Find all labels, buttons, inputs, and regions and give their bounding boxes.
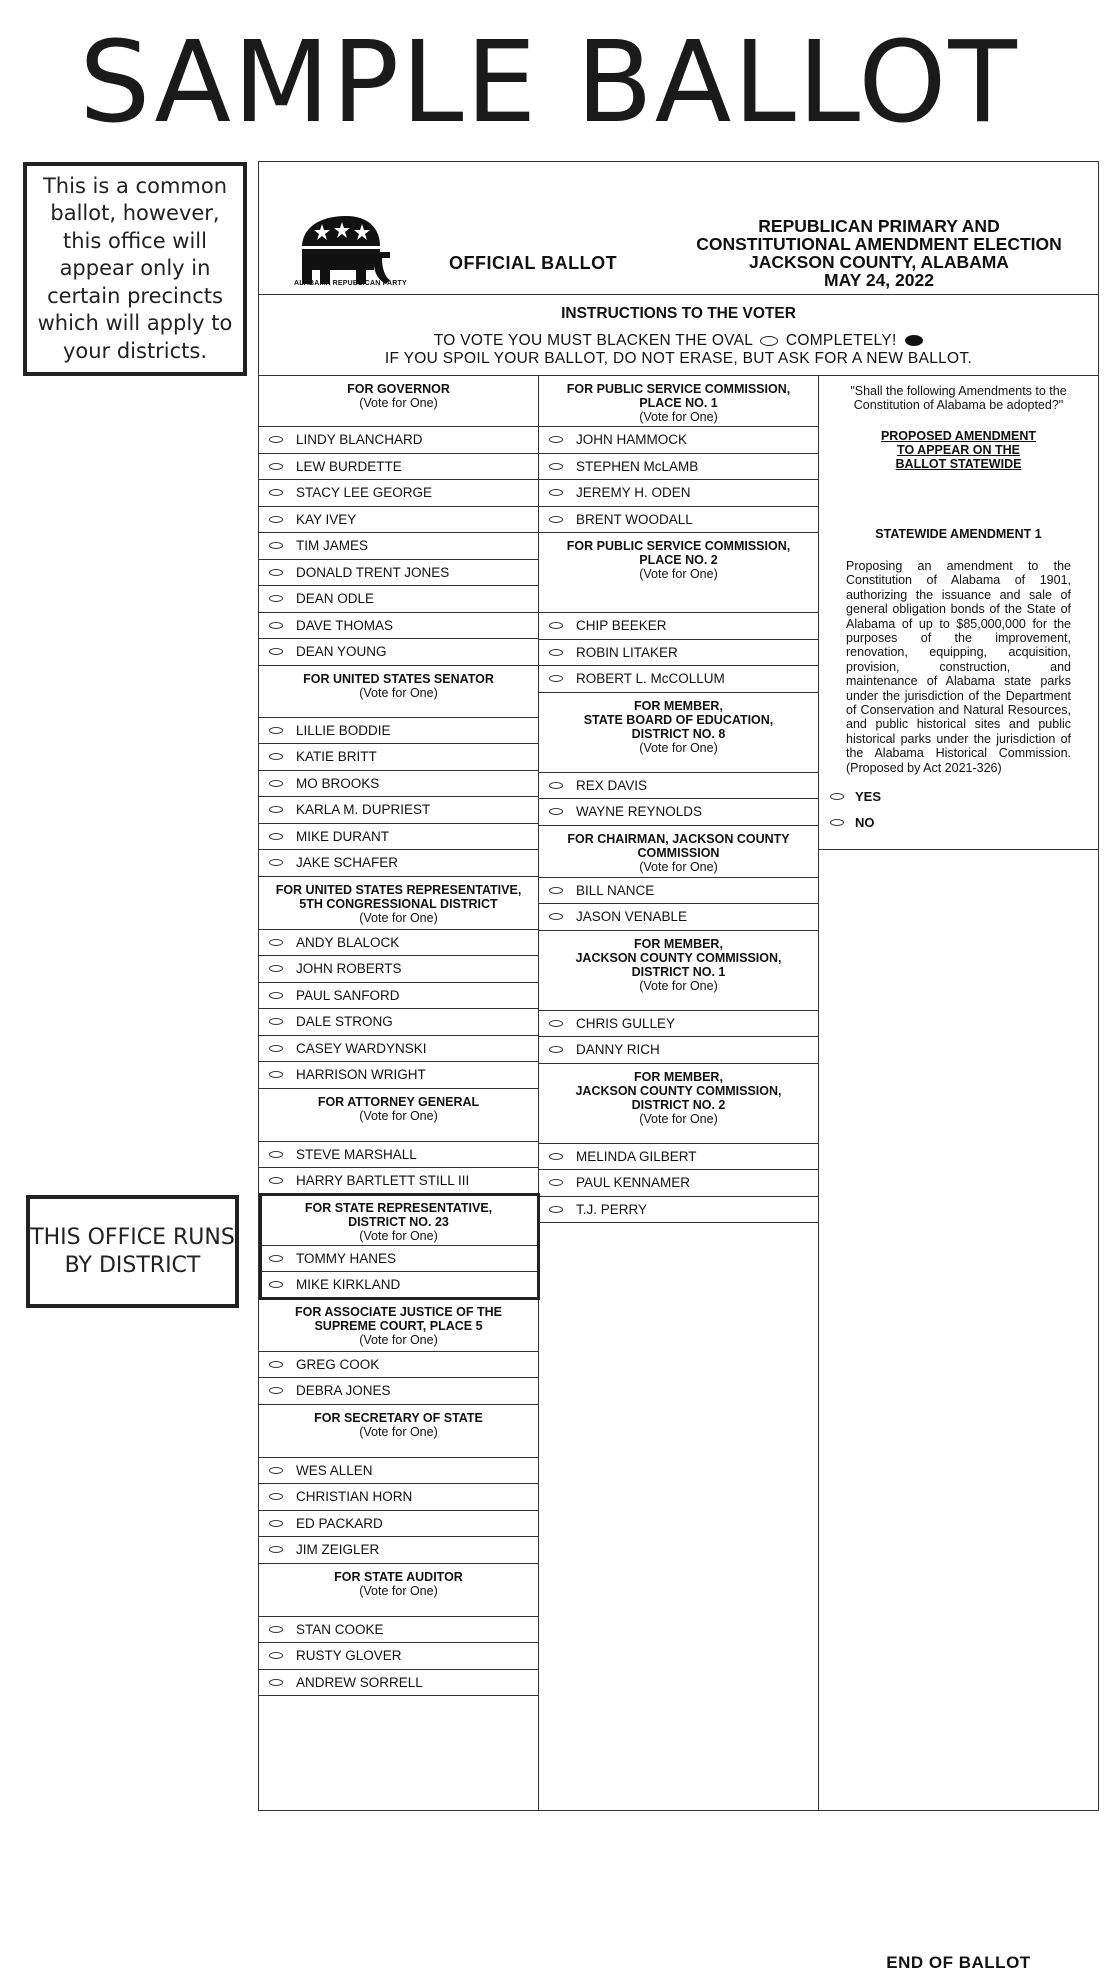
amendment-text: Proposing an amendment to the Constitution of Alabama of 1901, authorizing the issuance and sale of general obligation bonds of the State of Alabama of up to $85,000,000 for the purposes of the improvement, renovation, equipping, acquisition, provision, construction, and maintenance of Alabama state parks under the jurisdiction of the Department of Conservation and Natural Resources, and public historical sites and public historical parks under the jurisdiction of the Alabama Historical Commission. (Proposed by Act 2021-326) — [846, 559, 1071, 775]
vote-oval-icon[interactable] — [549, 622, 563, 629]
contest-title: FOR STATE REPRESENTATIVE, DISTRICT NO. 23 — [304, 1200, 493, 1229]
candidate-row[interactable] — [259, 824, 538, 851]
vote-for-one-label: (Vote for One) — [359, 1108, 438, 1123]
candidate-row[interactable] — [259, 1062, 538, 1089]
instructions-title: INSTRUCTIONS TO THE VOTER — [561, 305, 796, 322]
candidate-name: TOMMY HANES — [296, 1250, 397, 1266]
vote-oval-icon[interactable] — [549, 463, 563, 470]
amendment-option-yes[interactable] — [819, 783, 1098, 809]
voter-instructions — [259, 295, 1098, 376]
election-line: REPUBLICAN PRIMARY AND — [758, 216, 1000, 236]
ballot — [258, 161, 1099, 1972]
candidate-name: JOHN ROBERTS — [296, 961, 402, 977]
candidate-name: GREG COOK — [296, 1356, 380, 1372]
candidate-name: PAUL KENNAMER — [576, 1175, 691, 1191]
candidate-row[interactable] — [539, 507, 818, 534]
candidate-name: DEAN YOUNG — [296, 644, 387, 660]
contest-header — [259, 666, 538, 718]
contest-header — [539, 533, 818, 613]
candidate-name: HARRY BARTLETT STILL III — [296, 1173, 470, 1189]
proposed-amendment-text: PROPOSED AMENDMENT TO APPEAR ON THE BALLOT STATEWIDE — [880, 429, 1037, 471]
instructions-text: TO VOTE YOU MUST BLACKEN THE OVAL — [433, 332, 753, 349]
vote-for-one-label: (Vote for One) — [639, 859, 718, 874]
contest-title: FOR STATE AUDITOR — [334, 1569, 463, 1584]
candidate-row[interactable] — [259, 1458, 538, 1485]
vote-oval-icon[interactable] — [269, 833, 283, 840]
candidate-name: CHIP BEEKER — [576, 618, 667, 634]
candidate-name: STEPHEN McLAMB — [576, 458, 699, 474]
contest-header — [539, 826, 818, 878]
vote-oval-icon[interactable] — [269, 806, 283, 813]
candidate-name: RUSTY GLOVER — [296, 1648, 402, 1664]
candidate-row[interactable] — [259, 930, 538, 957]
vote-oval-icon[interactable] — [269, 1493, 283, 1500]
vote-oval-icon[interactable] — [269, 1546, 283, 1553]
candidate-name: HARRISON WRIGHT — [296, 1067, 426, 1083]
contest-title: FOR SECRETARY OF STATE — [314, 1410, 483, 1425]
vote-oval-icon[interactable] — [269, 1626, 283, 1633]
amendment-divider — [819, 849, 1098, 850]
vote-oval-icon[interactable] — [549, 1046, 563, 1053]
contest-title: FOR GOVERNOR — [347, 382, 450, 396]
vote-oval-icon[interactable] — [269, 1151, 283, 1158]
vote-oval-icon[interactable] — [549, 675, 563, 682]
contest-header — [259, 376, 538, 427]
vote-oval-icon[interactable] — [269, 780, 283, 787]
contest-title: FOR PUBLIC SERVICE COMMISSION, PLACE NO. 2 — [566, 539, 791, 567]
proposed-amendment-heading — [819, 429, 1098, 471]
candidate-name: STEVE MARSHALL — [296, 1146, 417, 1162]
candidate-name: DANNY RICH — [576, 1042, 660, 1058]
candidate-name: LILLIE BODDIE — [296, 722, 391, 738]
candidate-name: WES ALLEN — [296, 1462, 373, 1478]
vote-oval-icon[interactable] — [549, 489, 563, 496]
candidate-row[interactable] — [259, 427, 538, 454]
candidate-row[interactable] — [259, 1617, 538, 1644]
contest-header — [539, 1064, 818, 1144]
candidate-row[interactable] — [259, 1246, 538, 1273]
candidate-name: ED PACKARD — [296, 1515, 383, 1531]
candidate-name: MIKE DURANT — [296, 828, 390, 844]
candidate-name: JOHN HAMMOCK — [576, 432, 687, 448]
candidate-row[interactable] — [539, 640, 818, 667]
candidate-row[interactable] — [539, 666, 818, 693]
contest-title: FOR UNITED STATES SENATOR — [303, 671, 494, 686]
ballot-header — [259, 162, 1098, 295]
instructions-line-2: IF YOU SPOIL YOUR BALLOT, DO NOT ERASE, BUT ASK FOR A NEW BALLOT. — [384, 350, 973, 367]
candidate-row[interactable] — [539, 799, 818, 826]
vote-oval-icon[interactable] — [549, 1206, 563, 1213]
instructions-text: COMPLETELY! — [785, 332, 897, 349]
vote-oval-icon[interactable] — [269, 595, 283, 602]
vote-for-one-label: (Vote for One) — [359, 1424, 438, 1439]
filled-oval-icon — [905, 335, 923, 346]
candidate-row[interactable] — [259, 1537, 538, 1564]
vote-for-one-label: (Vote for One) — [639, 740, 718, 755]
candidate-name: CHRISTIAN HORN — [296, 1489, 413, 1505]
candidate-name: LEW BURDETTE — [296, 458, 402, 474]
contest-title: FOR CHAIRMAN, JACKSON COUNTY COMMISSION — [567, 831, 790, 860]
candidate-row[interactable] — [259, 560, 538, 587]
candidate-row[interactable] — [259, 613, 538, 640]
candidate-name: CASEY WARDYNSKI — [296, 1040, 427, 1056]
election-title — [679, 217, 1079, 289]
candidate-name: ROBERT L. McCOLLUM — [576, 671, 725, 687]
candidate-row[interactable] — [259, 983, 538, 1010]
candidate-name: JIM ZEIGLER — [296, 1542, 380, 1558]
candidate-name: LINDY BLANCHARD — [296, 432, 423, 448]
contest-header — [259, 1299, 538, 1352]
contest-title: FOR PUBLIC SERVICE COMMISSION, PLACE NO. 1 — [566, 382, 791, 410]
instructions-line-1 — [259, 332, 1098, 350]
vote-oval-icon[interactable] — [269, 1255, 283, 1262]
vote-oval-icon[interactable] — [269, 569, 283, 576]
vote-oval-icon[interactable] — [549, 782, 563, 789]
candidate-row[interactable] — [539, 1037, 818, 1064]
candidate-name: BILL NANCE — [576, 882, 655, 898]
vote-oval-icon[interactable] — [269, 859, 283, 866]
candidate-row[interactable] — [259, 1352, 538, 1379]
contest-header — [259, 1564, 538, 1617]
amendment-options — [819, 783, 1098, 835]
contest-header — [539, 376, 818, 427]
candidate-name: KARLA M. DUPRIEST — [296, 802, 431, 818]
candidate-name: JAKE SCHAFER — [296, 855, 399, 871]
candidate-row[interactable] — [259, 454, 538, 481]
election-line: MAY 24, 2022 — [824, 270, 934, 290]
contest-title: FOR ATTORNEY GENERAL — [317, 1094, 480, 1109]
candidate-row[interactable] — [259, 850, 538, 877]
vote-oval-icon[interactable] — [269, 1520, 283, 1527]
candidate-name: STACY LEE GEORGE — [296, 485, 433, 501]
vote-oval-icon[interactable] — [269, 1281, 283, 1288]
vote-for-one-label: (Vote for One) — [359, 1583, 438, 1598]
vote-oval-icon[interactable] — [269, 463, 283, 470]
option-label: YES — [855, 788, 882, 804]
vote-oval-icon[interactable] — [269, 965, 283, 972]
contest-header — [259, 1405, 538, 1458]
contest-header — [539, 693, 818, 773]
vote-oval-icon[interactable] — [269, 1045, 283, 1052]
candidate-name: MELINDA GILBERT — [576, 1148, 697, 1164]
candidate-row[interactable] — [539, 878, 818, 905]
vote-oval-icon[interactable] — [269, 1467, 283, 1474]
logo-caption: ALABAMA REPUBLICAN PARTY — [294, 280, 407, 287]
candidate-row[interactable] — [259, 1009, 538, 1036]
candidate-name: DAVE THOMAS — [296, 617, 394, 633]
candidate-row[interactable] — [259, 507, 538, 534]
contest-title: FOR MEMBER, JACKSON COUNTY COMMISSION, DISTRICT NO. 1 — [575, 936, 782, 979]
vote-oval-icon[interactable] — [269, 1361, 283, 1368]
vote-oval-icon[interactable] — [269, 1652, 283, 1659]
district-office-note: THIS OFFICE RUNS BY DISTRICT — [26, 1195, 239, 1308]
empty-oval-icon — [760, 336, 778, 346]
contest-header — [259, 1089, 538, 1142]
candidate-row[interactable] — [539, 773, 818, 800]
contest-title: FOR MEMBER, STATE BOARD OF EDUCATION, DISTRICT NO. 8 — [583, 698, 774, 741]
candidate-name: DALE STRONG — [296, 1014, 393, 1030]
vote-for-one-label: (Vote for One) — [639, 1111, 718, 1126]
contest-title: FOR MEMBER, JACKSON COUNTY COMMISSION, DISTRICT NO. 2 — [575, 1069, 782, 1112]
vote-oval-icon[interactable] — [269, 992, 283, 999]
vote-oval-icon[interactable] — [549, 649, 563, 656]
vote-oval-icon[interactable] — [269, 753, 283, 760]
candidate-row[interactable] — [539, 1011, 818, 1038]
official-ballot-label: OFFICIAL BALLOT — [449, 253, 618, 273]
vote-oval-icon[interactable] — [269, 622, 283, 629]
vote-oval-icon[interactable] — [269, 648, 283, 655]
candidate-row[interactable] — [259, 1378, 538, 1405]
amendment-option-no[interactable] — [819, 809, 1098, 835]
vote-oval-icon[interactable] — [830, 793, 844, 800]
vote-oval-icon[interactable] — [549, 436, 563, 443]
candidate-row[interactable] — [539, 613, 818, 640]
vote-for-one-label: (Vote for One) — [639, 410, 718, 424]
ballot-column-1 — [259, 376, 539, 1810]
candidate-row[interactable] — [539, 454, 818, 481]
candidate-name: TIM JAMES — [296, 538, 369, 554]
vote-oval-icon[interactable] — [549, 887, 563, 894]
candidate-name: MO BROOKS — [296, 775, 380, 791]
vote-oval-icon[interactable] — [269, 939, 283, 946]
candidate-name: JEREMY H. ODEN — [576, 485, 691, 501]
candidate-row[interactable] — [539, 904, 818, 931]
candidate-row[interactable] — [259, 533, 538, 560]
candidate-name: DONALD TRENT JONES — [296, 564, 450, 580]
amendment-title: STATEWIDE AMENDMENT 1 — [875, 527, 1042, 541]
contest-header — [539, 931, 818, 1011]
amendment-question: "Shall the following Amendments to the Constitution of Alabama be adopted?" — [850, 384, 1067, 412]
contest-header — [259, 877, 538, 930]
candidate-name: DEAN ODLE — [296, 591, 375, 607]
vote-oval-icon[interactable] — [269, 1018, 283, 1025]
vote-for-one-label: (Vote for One) — [639, 978, 718, 993]
vote-for-one-label: (Vote for One) — [639, 567, 718, 581]
ballot-column-3 — [819, 376, 1098, 1972]
vote-oval-icon[interactable] — [269, 489, 283, 496]
vote-oval-icon[interactable] — [269, 516, 283, 523]
option-label: NO — [855, 814, 875, 830]
vote-oval-icon[interactable] — [549, 516, 563, 523]
candidate-row[interactable] — [259, 1484, 538, 1511]
candidate-name: ANDREW SORRELL — [296, 1674, 423, 1690]
candidate-name: T.J. PERRY — [576, 1201, 648, 1217]
candidate-row[interactable] — [259, 956, 538, 983]
candidate-row[interactable] — [259, 1272, 538, 1299]
candidate-row[interactable] — [539, 1170, 818, 1197]
candidate-name: REX DAVIS — [576, 777, 648, 793]
candidate-name: BRENT WOODALL — [576, 511, 693, 527]
vote-for-one-label: (Vote for One) — [359, 1228, 438, 1243]
candidate-row[interactable] — [259, 639, 538, 666]
candidate-name: STAN COOKE — [296, 1621, 384, 1637]
candidate-name: PAUL SANFORD — [296, 987, 400, 1003]
vote-oval-icon[interactable] — [269, 1071, 283, 1078]
candidate-name: WAYNE REYNOLDS — [576, 804, 703, 820]
contest-header — [259, 1195, 538, 1246]
candidate-row[interactable] — [259, 1511, 538, 1538]
vote-oval-icon[interactable] — [549, 1179, 563, 1186]
vote-oval-icon[interactable] — [549, 1020, 563, 1027]
candidate-name: KATIE BRITT — [296, 749, 377, 765]
vote-oval-icon[interactable] — [269, 1387, 283, 1394]
ballot-column-2 — [539, 376, 819, 1810]
candidate-row[interactable] — [259, 771, 538, 798]
vote-oval-icon[interactable] — [830, 819, 844, 826]
vote-oval-icon[interactable] — [269, 1177, 283, 1184]
vote-for-one-label: (Vote for One) — [359, 1332, 438, 1347]
candidate-name: DEBRA JONES — [296, 1383, 391, 1399]
vote-oval-icon[interactable] — [269, 436, 283, 443]
candidate-name: JASON VENABLE — [576, 909, 688, 925]
vote-oval-icon[interactable] — [269, 542, 283, 549]
contest-title: FOR ASSOCIATE JUSTICE OF THE SUPREME COURT, PLACE 5 — [295, 1304, 502, 1333]
vote-oval-icon[interactable] — [269, 727, 283, 734]
vote-oval-icon[interactable] — [269, 1679, 283, 1686]
candidate-name: CHRIS GULLEY — [576, 1015, 676, 1031]
election-line: CONSTITUTIONAL AMENDMENT ELECTION — [696, 234, 1062, 254]
candidate-row[interactable] — [259, 1643, 538, 1670]
candidate-row[interactable] — [539, 1197, 818, 1224]
candidate-row[interactable] — [259, 744, 538, 771]
candidate-row[interactable] — [259, 480, 538, 507]
vote-oval-icon[interactable] — [549, 913, 563, 920]
candidate-row[interactable] — [259, 1036, 538, 1063]
common-ballot-note: This is a common ballot, however, this office will appear only in certain precincts which will apply to your districts. — [23, 162, 247, 376]
page-title: SAMPLE BALLOT — [79, 18, 1019, 148]
election-line: JACKSON COUNTY, ALABAMA — [749, 252, 1009, 272]
vote-for-one-label: (Vote for One) — [359, 685, 438, 700]
candidate-row[interactable] — [539, 480, 818, 507]
candidate-name: MIKE KIRKLAND — [296, 1277, 401, 1293]
vote-for-one-label: (Vote for One) — [359, 910, 438, 925]
candidate-row[interactable] — [259, 797, 538, 824]
end-of-ballot-label: END OF BALLOT — [886, 1953, 1031, 1972]
candidate-row[interactable] — [259, 586, 538, 613]
vote-oval-icon[interactable] — [549, 1153, 563, 1160]
vote-oval-icon[interactable] — [549, 808, 563, 815]
vote-for-one-label: (Vote for One) — [359, 396, 438, 410]
candidate-name: ANDY BLALOCK — [296, 934, 400, 950]
candidate-name: KAY IVEY — [296, 511, 357, 527]
elephant-logo-icon — [294, 208, 394, 290]
candidate-row[interactable] — [259, 718, 538, 745]
candidate-row[interactable] — [259, 1670, 538, 1697]
candidate-row[interactable] — [259, 1168, 538, 1195]
candidate-row[interactable] — [539, 427, 818, 454]
candidate-row[interactable] — [259, 1142, 538, 1169]
contest-title: FOR UNITED STATES REPRESENTATIVE, 5TH CONGRESSIONAL DISTRICT — [275, 882, 522, 911]
candidate-name: ROBIN LITAKER — [576, 644, 678, 660]
candidate-row[interactable] — [539, 1144, 818, 1171]
